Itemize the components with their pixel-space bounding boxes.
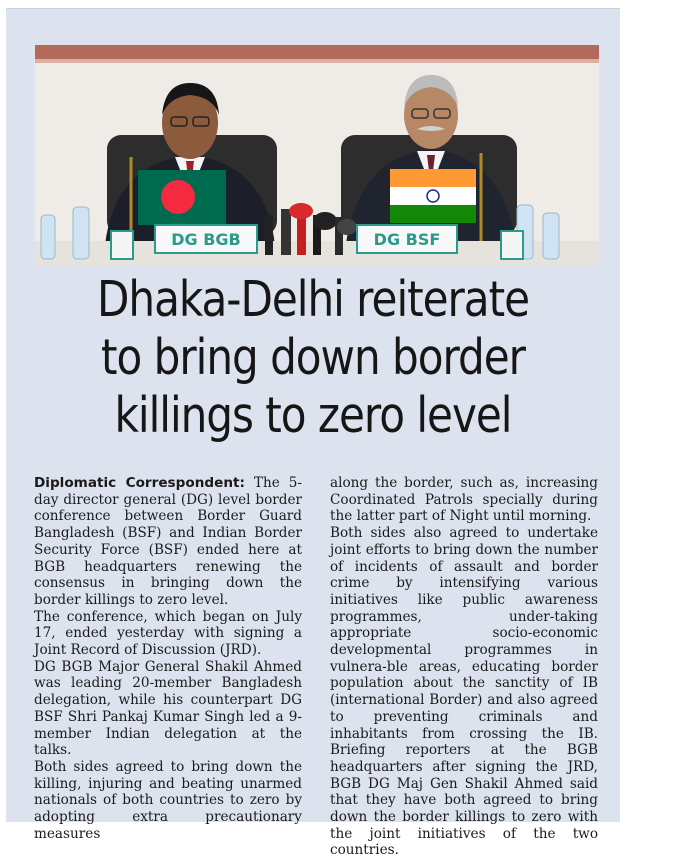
newspaper-clipping <box>6 8 620 859</box>
india-flag <box>390 169 476 223</box>
right-nameplate: DG BSF <box>373 230 441 249</box>
news-photo <box>35 45 599 266</box>
headline-line: killings to zero level <box>114 387 512 444</box>
article-paragraph: Both sides agreed to bring down the killing, injuring and beating unarmed nationals of both countries to zero by adopting extra precautionary measures <box>34 758 302 842</box>
byline: Diplomatic Correspondent: <box>34 475 245 491</box>
article-paragraph: The conference, which began on July 17, ended yesterday with signing a Joint Record of Discussion (JRD). <box>34 608 302 659</box>
lead-text: The 5-day director general (DG) level border conference between Border Guard Bangladesh (BSF) and Indian Border Security Force (BSF) ended here at BGB headquarters renewing the consensus in bringing down the border killings to zero level. <box>34 475 302 608</box>
headline <box>49 271 577 445</box>
article-paragraph: along the border, such as, increasing Coordinated Patrols specially during the latter part of Night until morning. <box>330 475 598 525</box>
headline-line: to bring down border <box>101 329 525 386</box>
article-paragraph: DG BGB Major General Shakil Ahmed was leading 20-member Bangladesh delegation, while his counterpart DG BSF Shri Pankaj Kumar Singh led a 9-member Indian delegation at the talks. <box>34 658 302 759</box>
article-column-right <box>330 475 598 859</box>
left-nameplate: DG BGB <box>171 230 241 249</box>
headline-line: Dhaka-Delhi reiterate <box>97 271 529 328</box>
article-column-left <box>34 475 302 842</box>
bangladesh-flag <box>138 170 226 225</box>
article-paragraph: Both sides also agreed to undertake joint efforts to bring down the number of incidents of assault and border crime by intensifying various initiatives like public awareness programmes, under-taking appropriate socio-economic developmental programmes in vulnera-ble areas, educating border population about the sanctity of IB (international Border) and also agreed to preventing criminals and inhabitants from crossing the IB. Briefing reporters at the BGB headquarters after signing the JRD, BGB DG Maj Gen Shakil Ahmed said that they have both agreed to bring down the border killings to zero with the joint initiatives of the two countries. <box>330 525 598 859</box>
article-paragraph <box>34 475 302 609</box>
